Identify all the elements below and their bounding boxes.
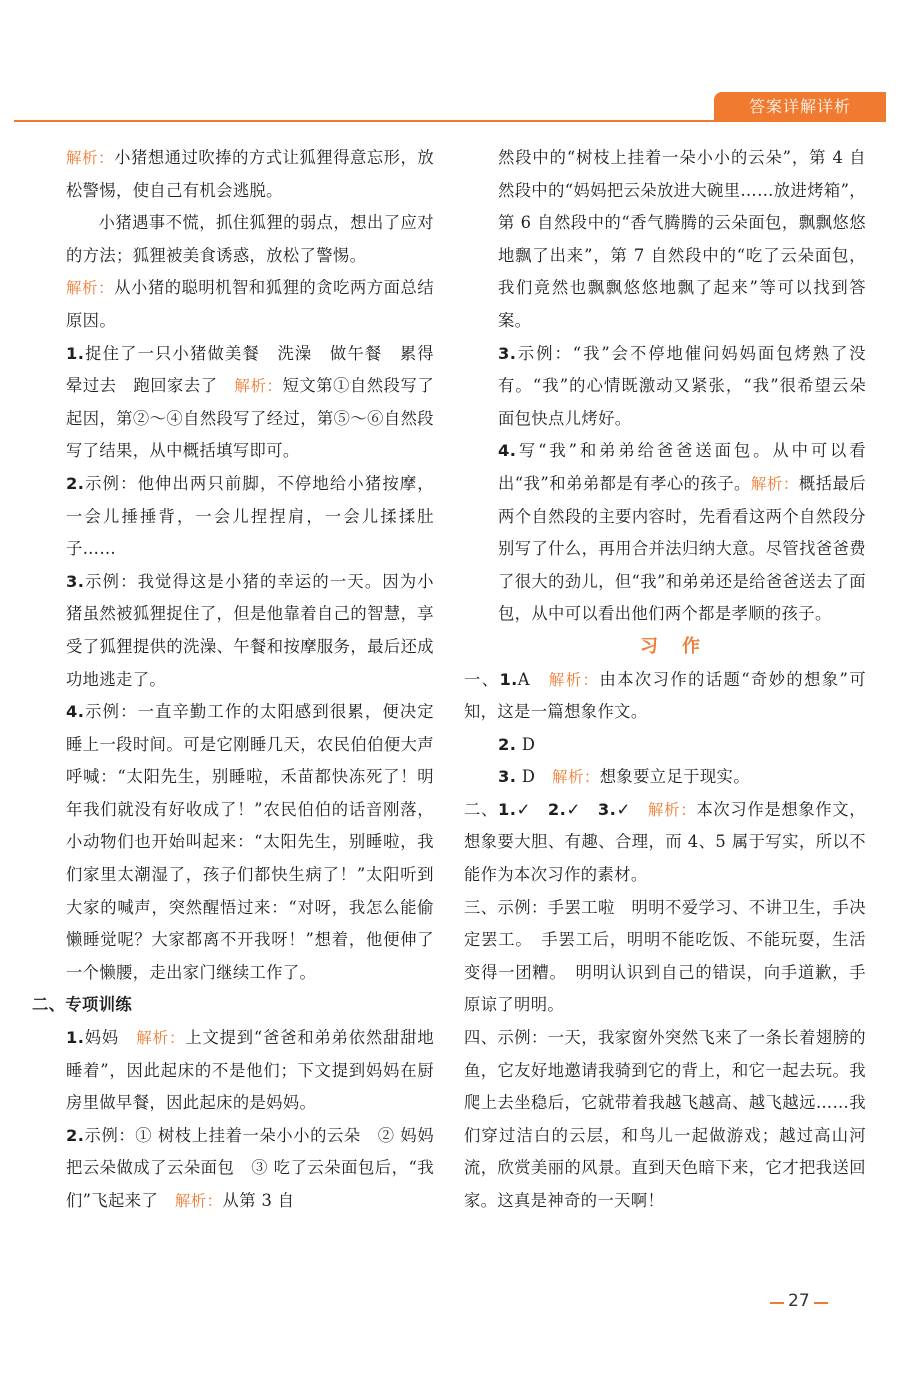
left-column: [32, 142, 435, 1218]
question-number: 3.: [498, 343, 517, 363]
check-mark: ✓: [566, 799, 598, 819]
answer-text: D: [521, 734, 536, 754]
analysis-text: 小猪想通过吹捧的方式让狐狸得意忘形，放松警惕，使自己有机会逃脱。: [66, 148, 434, 200]
answer-text: 示例：“我”会不停地催问妈妈面包烤熟了没有。“我”的心情既激动又紧张，“我”很希望云朵面包快点儿烤好。: [498, 343, 866, 428]
question-number: 3.: [498, 767, 517, 787]
answer-paragraph-2: 小猪遇事不慌，抓住狐狸的弱点，想出了应对的方法；狐狸被美食诱惑，放松了警惕。: [66, 213, 434, 265]
special-question-2: [66, 1120, 434, 1218]
answer-text: D: [521, 767, 553, 787]
writing-part-1-q2: [498, 729, 866, 762]
analysis-text: 本次习作是想象作文，想象要大胆、有趣、合理，而 4、5 属于写实，所以不能作为本次习作的素材。: [464, 799, 866, 885]
check-mark: ✓: [516, 799, 548, 819]
question-number: 4.: [66, 702, 85, 722]
header-rule: [14, 120, 886, 122]
analysis-label: 解析：: [548, 670, 600, 689]
analysis-text: 上文提到“爸爸和弟弟依然甜甜地睡着”，因此起床的不是他们；下文提到妈妈在厨房里做早餐，因此起床的是妈妈。: [66, 1028, 435, 1113]
question-3-right: [498, 338, 866, 436]
analysis-label: 解析：: [174, 1192, 223, 1210]
question-number: 2.: [547, 799, 567, 819]
question-2: [66, 468, 434, 566]
analysis-label: 解析：: [66, 149, 115, 167]
analysis-label: 解析：: [552, 768, 600, 787]
section-title-writing: 习作: [640, 635, 724, 657]
analysis-label: 解析：: [234, 377, 283, 396]
answer-text: 写“我”和弟弟给爸爸送面包。从中可以看出“我”和弟弟都是有孝心的孩子。: [498, 441, 866, 493]
analysis-label: 解析：: [66, 279, 115, 298]
header-tab: 答案详解详析: [714, 92, 886, 122]
analysis-label: 解析：: [136, 1029, 186, 1048]
question-number: 4.: [498, 441, 517, 461]
analysis-text: 从第 3 自: [222, 1191, 295, 1210]
analysis-paragraph-1: [66, 142, 434, 207]
analysis-text: 概括最后两个自然段的主要内容时，先看看这两个自然段分别写了什么，再用合并法归纳大意。尽管找爸爸费了很大的劲儿，但“我”和弟弟还是给爸爸送去了面包，从中可以看出他们两个都是孝顺的孩子。: [498, 473, 866, 624]
question-number: 1.: [66, 1028, 85, 1048]
question-number: 2.: [66, 473, 85, 493]
answer-text: 示例：一天，我家窗外突然飞来了一条长着翅膀的鱼，它友好地邀请我骑到它的背上，和它一起去玩。我爬上去坐稳后，它就带着我越飞越高、越飞越远……我们穿过洁白的云层，和鸟儿一起做游戏；越过高山河流，欣赏美丽的风景。直到天色暗下来，它才把我送回家。这真是神奇的一天啊！: [464, 1028, 866, 1210]
question-number: 3.: [66, 571, 85, 591]
writing-part-4: [464, 1022, 866, 1218]
question-1: [66, 338, 434, 468]
right-column: [464, 142, 866, 1218]
answer-text: 示例：他伸出两只前脚，不停地给小猪按摩，一会儿捶捶背，一会儿捏捏肩，一会儿揉揉肚子……: [66, 473, 434, 559]
question-4-right: [498, 435, 866, 631]
question-3: [66, 566, 434, 696]
writing-part-1-q3: [498, 761, 866, 794]
writing-part-2: [464, 794, 866, 892]
analysis-text: 从小猪的聪明机智和狐狸的贪吃两方面总结原因。: [66, 278, 434, 330]
analysis-text: 由本次习作的话题“奇妙的想象”可知，这是一篇想象作文。: [464, 669, 866, 722]
answer-text: 示例：一直辛勤工作的太阳感到很累，便决定睡上一段时间。可是它刚睡几天，农民伯伯便大声呼喊：“太阳先生，别睡啦，禾苗都快冻死了！明年我们就没有好收成了！”农民伯伯的话音刚落，小动物们也开始叫起来：“太阳先生，别睡啦，我们家里太潮湿了，孩子们都快生病了！”太阳听到大家的喊声，突然醒悟过来：“对呀，我怎么能偷懒睡觉呢？大家都离不开我呀！”想着，他便伸了一个懒腰，走出家门继续工作了。: [66, 702, 434, 982]
answer-text: 示例：我觉得这是小猪的幸运的一天。因为小猪虽然被狐狸捉住了，但是他靠着自己的智慧，享受了狐狸提供的洗澡、午餐和按摩服务，最后还成功地逃走了。: [66, 571, 434, 689]
question-4: [66, 696, 434, 989]
part-prefix: 二、: [464, 799, 498, 819]
question-number: 1.: [66, 343, 85, 363]
answer-text: 示例：手罢工啦 明明不爱学习、不讲卫生，手决定罢工。 手罢工后，明明不能吃饭、不能玩耍，生活变得一团糟。 明明认识到自己的错误，向手道歉，手原谅了明明。: [464, 897, 866, 1015]
analysis-paragraph-3: [66, 272, 434, 337]
question-number: 3.: [597, 799, 617, 819]
answer-text: 示例：① 树枝上挂着一朵小小的云朵 ② 妈妈把云朵做成了云朵面包 ③ 吃了云朵面包后，“我们”飞起来了: [66, 1125, 434, 1210]
analysis-label: 解析：: [647, 800, 697, 819]
part-prefix: 一、: [464, 669, 500, 689]
answer-text: A: [517, 669, 549, 689]
analysis-label: 解析：: [750, 474, 799, 493]
writing-part-1-q1: [464, 664, 866, 729]
part-prefix: 三、: [464, 897, 498, 917]
special-question-1: [66, 1022, 434, 1120]
page-number: 27: [788, 1291, 810, 1311]
answer-text: 妈妈: [84, 1028, 137, 1048]
analysis-text: 想象要立足于现实。: [599, 767, 750, 787]
question-number: 1.: [499, 669, 518, 689]
part-prefix: 四、: [464, 1028, 498, 1048]
writing-part-3: [464, 892, 866, 1022]
check-mark: ✓: [616, 799, 648, 819]
continued-analysis: 然段中的“树枝上挂着一朵小小的云朵”，第 4 自然段中的“妈妈把云朵放进大碗里……放进烤箱”，第 6 自然段中的“香气腾腾的云朵面包，飘飘悠悠地飘了出来”，第 7 自然段中的“吃了云朵面包，我们竟然也飘飘悠悠地飘了起来”等可以找到答案。: [498, 148, 866, 330]
answer-text: 捉住了一只小猪做美餐 洗澡 做午餐 累得晕过去 跑回家去了: [66, 343, 434, 396]
question-number: 2.: [498, 734, 517, 754]
question-number: 2.: [66, 1125, 85, 1145]
question-number: 1.: [497, 799, 517, 819]
section-title-special-training: 二、专项训练: [32, 995, 133, 1015]
analysis-text: 短文第①自然段写了起因，第②～④自然段写了经过，第⑤～⑥自然段写了结果，从中概括填写即可。: [66, 376, 434, 461]
